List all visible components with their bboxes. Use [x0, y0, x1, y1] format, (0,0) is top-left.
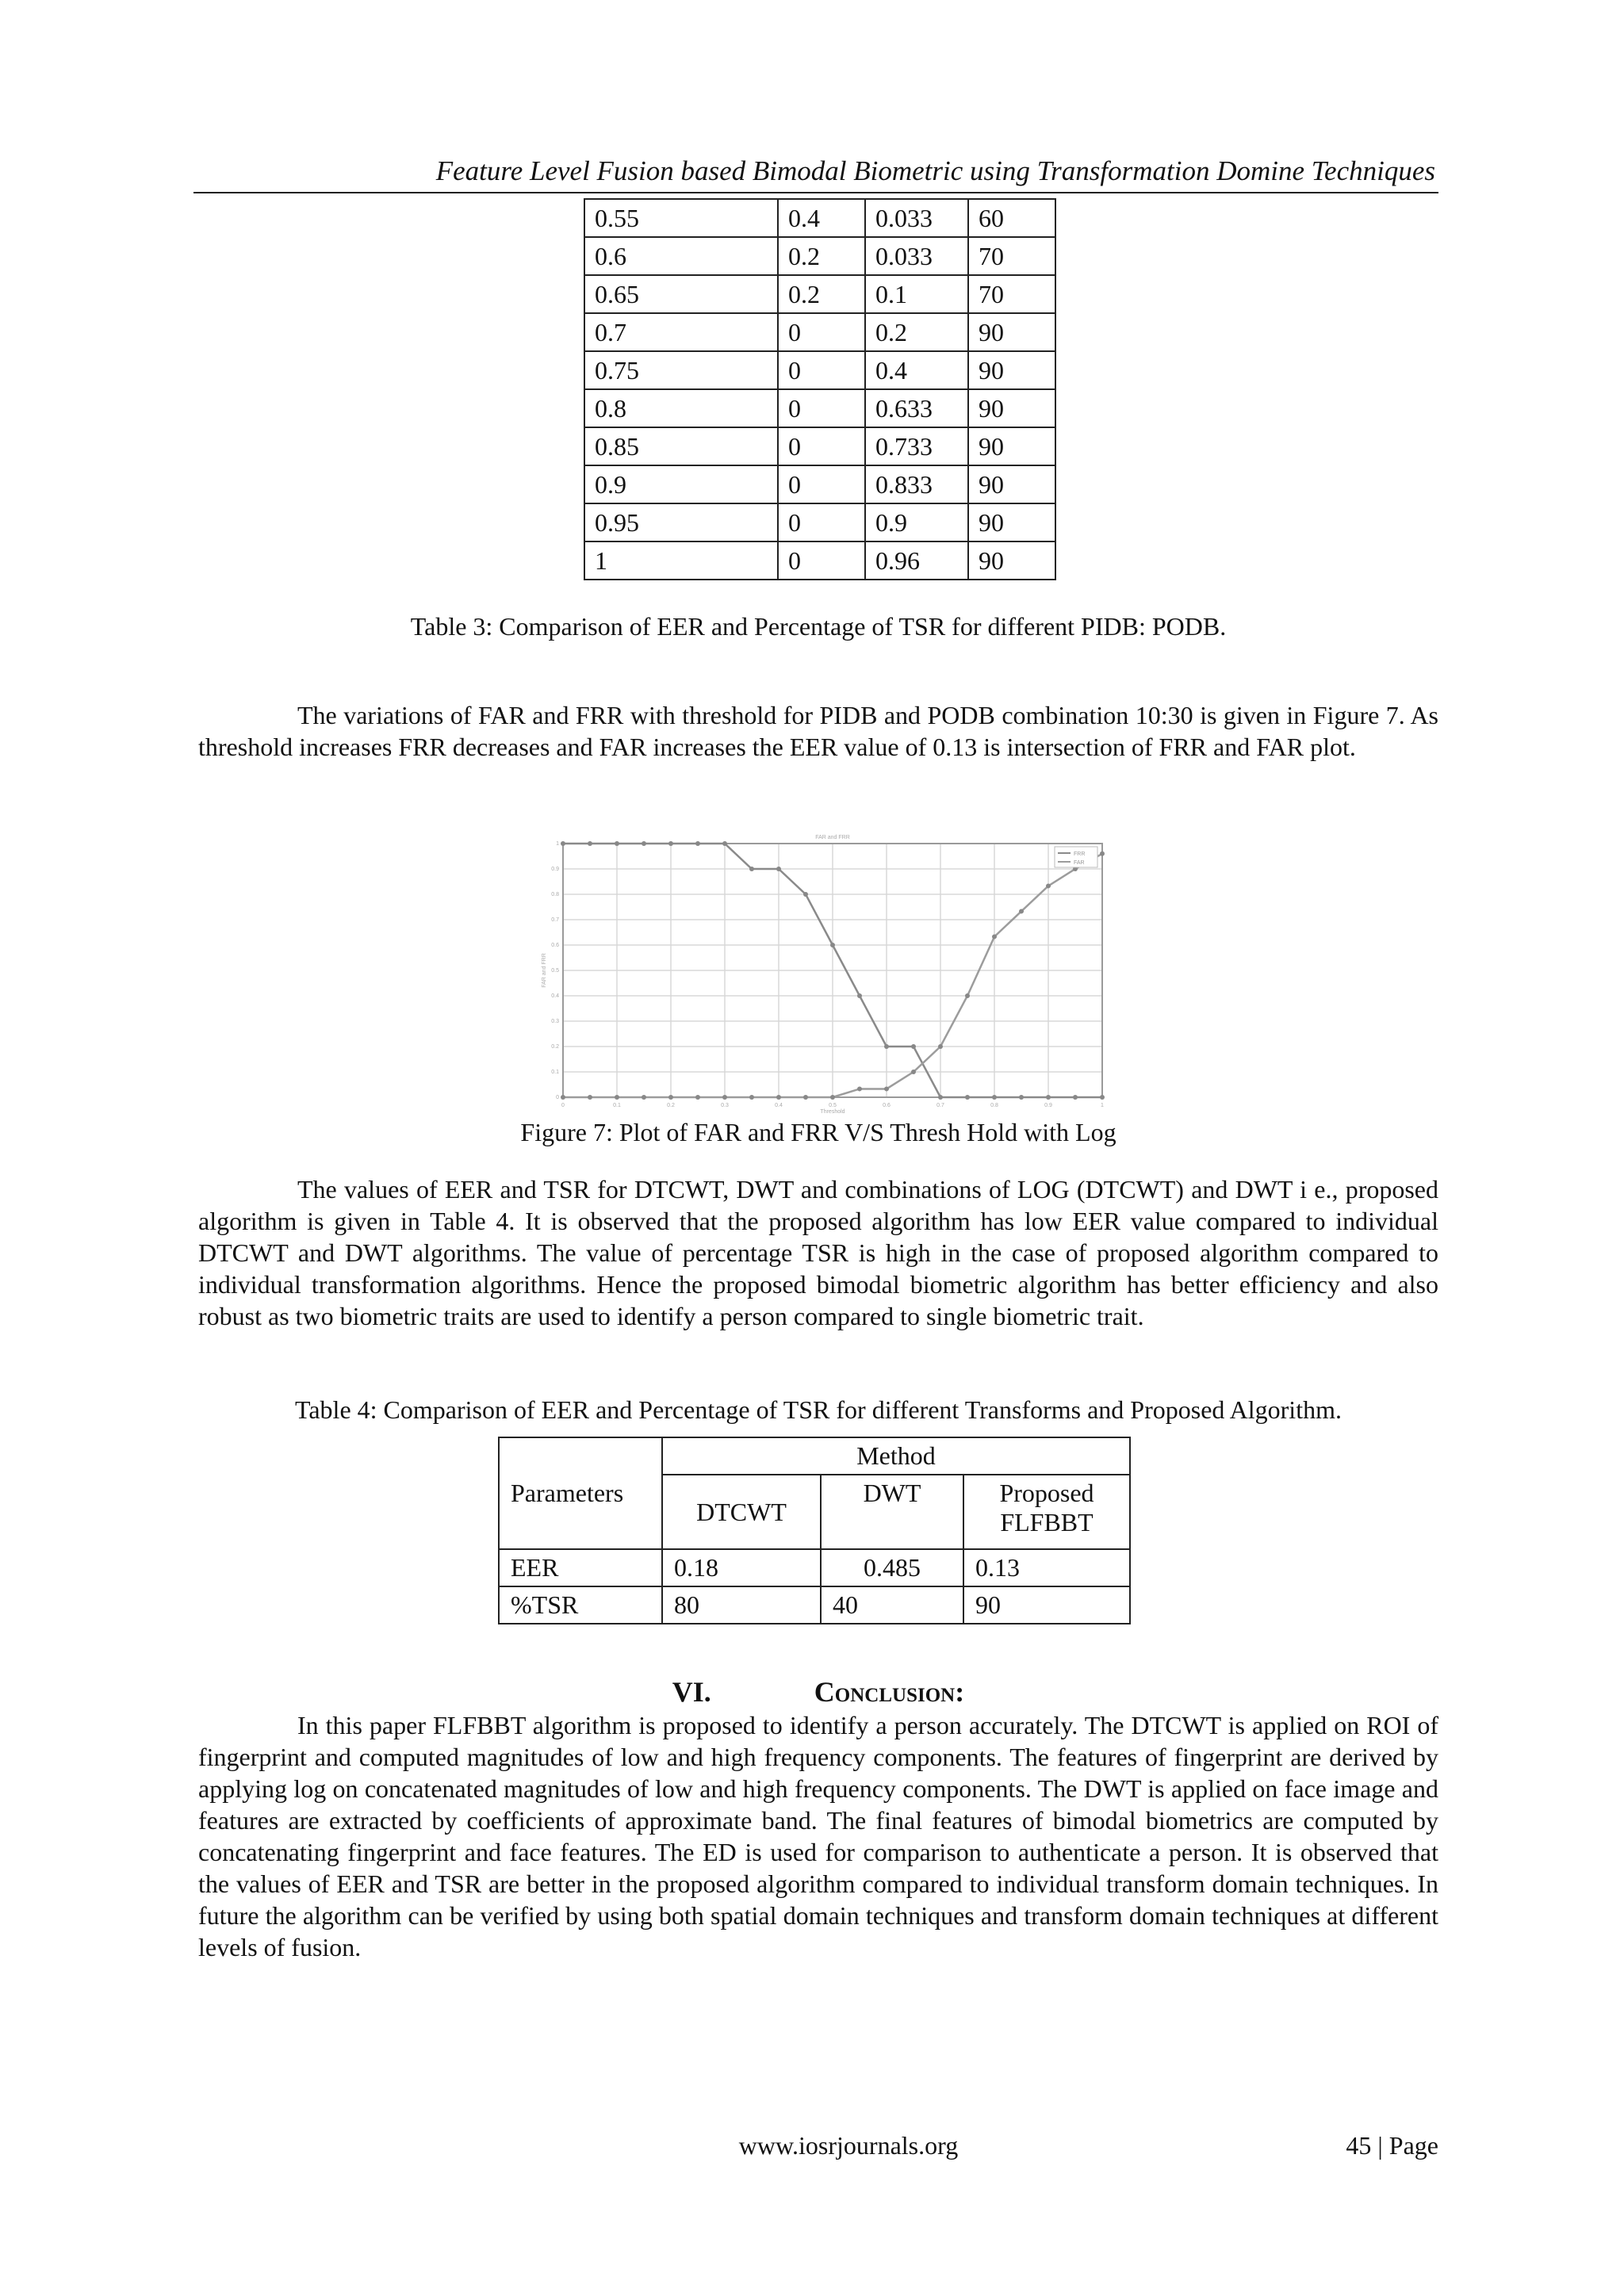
data-point-frr: [642, 841, 646, 846]
chart-title: FAR and FRR: [815, 835, 850, 840]
data-point-frr: [776, 867, 781, 871]
section-number: VI.: [672, 1676, 711, 1708]
data-point-far: [668, 1095, 673, 1100]
table-cell: 0.2: [778, 237, 865, 275]
table-3-caption: Table 3: Comparison of EER and Percentage of TSR for different PIDB: PODB.: [410, 612, 1227, 641]
table-cell: 0.8: [584, 389, 778, 427]
table-cell: 0.95: [584, 503, 778, 541]
data-point-far: [695, 1095, 700, 1100]
y-tick-label: 0.8: [551, 892, 559, 897]
table-cell: 90: [968, 541, 1055, 580]
data-point-frr: [695, 841, 700, 846]
x-tick-label: 0: [561, 1103, 565, 1108]
data-point-frr: [911, 1044, 916, 1049]
data-point-frr: [749, 867, 754, 871]
header-rule: [193, 192, 1438, 193]
table-cell: 90: [968, 351, 1055, 389]
data-point-frr: [938, 1095, 943, 1100]
cell-eer-dwt: 0.485: [821, 1549, 963, 1586]
col-dtcwt: DTCWT: [662, 1475, 821, 1549]
cell-eer-proposed: 0.13: [963, 1549, 1130, 1586]
table-cell: 0: [778, 465, 865, 503]
y-tick-label: 0.5: [551, 968, 559, 974]
y-tick-label: 0: [556, 1095, 559, 1100]
x-tick-label: 0.1: [613, 1103, 621, 1108]
table-row: [584, 237, 1055, 275]
table-cell: 60: [968, 199, 1055, 237]
data-point-far: [615, 1095, 619, 1100]
table-row: [584, 199, 1055, 237]
table-cell: 70: [968, 275, 1055, 313]
table-cell: 0.4: [778, 199, 865, 237]
table-cell: 0.4: [865, 351, 968, 389]
table-cell: 0.2: [778, 275, 865, 313]
table-cell: 0: [778, 313, 865, 351]
table-cell: 90: [968, 313, 1055, 351]
x-tick-label: 0.6: [883, 1103, 891, 1108]
data-point-far: [1046, 883, 1051, 888]
data-point-frr: [722, 841, 727, 846]
table-cell: 0.1: [865, 275, 968, 313]
table-cell: 1: [584, 541, 778, 580]
table-row: [584, 275, 1055, 313]
figure-7-chart: [539, 828, 1126, 1113]
data-point-frr: [561, 841, 565, 846]
table-cell: 0.75: [584, 351, 778, 389]
table-cell: 0.633: [865, 389, 968, 427]
data-point-far: [938, 1044, 943, 1049]
col-proposed: Proposed FLFBBT: [963, 1475, 1130, 1549]
table-cell: 0.7: [584, 313, 778, 351]
table-cell: 0.033: [865, 199, 968, 237]
table-cell: 0: [778, 541, 865, 580]
paragraph-figure7-intro: The variations of FAR and FRR with threshold for PIDB and PODB combination 10:30 is given in Figure 7. As threshold increases FRR decreases and FAR increases the EER value of 0.13 is intersection of FRR and FAR plot.: [198, 701, 1438, 761]
table-row: [584, 313, 1055, 351]
data-point-frr: [588, 841, 592, 846]
data-point-frr: [884, 1044, 889, 1049]
data-point-far: [722, 1095, 727, 1100]
data-point-frr: [615, 841, 619, 846]
y-axis-label: FAR and FRR: [542, 953, 547, 988]
table-row: [584, 389, 1055, 427]
data-point-frr: [1019, 1095, 1024, 1100]
y-tick-label: 0.6: [551, 943, 559, 948]
figure-7-caption: Figure 7: Plot of FAR and FRR V/S Thresh Hold with Log: [520, 1118, 1116, 1146]
data-point-far: [1100, 851, 1105, 856]
data-point-frr: [965, 1095, 970, 1100]
y-tick-label: 0.7: [551, 917, 559, 923]
data-point-frr: [668, 841, 673, 846]
row-label-eer: EER: [499, 1549, 662, 1586]
data-point-far: [992, 934, 997, 939]
table-cell: 0: [778, 427, 865, 465]
table-cell: 0.833: [865, 465, 968, 503]
table-cell: 0.85: [584, 427, 778, 465]
col-dwt: DWT: [821, 1475, 963, 1549]
y-tick-label: 0.9: [551, 867, 559, 872]
x-tick-label: 0.4: [775, 1103, 783, 1108]
data-point-frr: [803, 892, 808, 897]
table-cell: 0.6: [584, 237, 778, 275]
y-tick-label: 1: [556, 841, 559, 847]
table-row: [584, 541, 1055, 580]
footer-page-number: 45 | Page: [1346, 2131, 1438, 2160]
legend-label: FRR: [1074, 851, 1086, 857]
table-cell: 90: [968, 503, 1055, 541]
data-point-far: [561, 1095, 565, 1100]
data-point-far: [803, 1095, 808, 1100]
data-point-frr: [1046, 1095, 1051, 1100]
cell-eer-dtcwt: 0.18: [662, 1549, 821, 1586]
table-row: [584, 427, 1055, 465]
table-row: [584, 465, 1055, 503]
table-cell: 0: [778, 389, 865, 427]
data-point-far: [857, 1086, 862, 1091]
x-tick-label: 0.3: [721, 1103, 729, 1108]
table-cell: 0.9: [865, 503, 968, 541]
data-point-frr: [1100, 1095, 1105, 1100]
y-tick-label: 0.2: [551, 1044, 559, 1050]
table-cell: 0: [778, 351, 865, 389]
data-point-frr: [992, 1095, 997, 1100]
x-tick-label: 0.8: [990, 1103, 998, 1108]
running-header: Feature Level Fusion based Bimodal Biometric using Transformation Domine Techniques: [435, 155, 1435, 186]
data-point-frr: [830, 943, 835, 947]
table-cell: 90: [968, 465, 1055, 503]
data-point-far: [911, 1070, 916, 1074]
paragraph-conclusion: In this paper FLFBBT algorithm is proposed to identify a person accurately. The DTCWT is applied on ROI of fingerprint and computed magnitudes of low and high frequency components. The features of fingerprint are derived by applying log on concatenated magnitudes of low and high frequency components. The DWT is applied on face image and features are extracted by coefficients of approximate band. The final features of bimodal biometrics are computed by concatenating fingerprint and face features. The ED is used for comparison to authenticate a person. It is observed that the values of EER and TSR are better in the proposed algorithm compared to individual transform domain techniques. In future the algorithm can be verified by using both spatial domain techniques and transform domain techniques at different levels of fusion.: [198, 1711, 1438, 1961]
data-point-far: [588, 1095, 592, 1100]
data-point-far: [965, 993, 970, 998]
x-tick-label: 0.5: [829, 1103, 837, 1108]
table-row: [584, 503, 1055, 541]
cell-tsr-proposed: 90: [963, 1586, 1130, 1624]
table-cell: 90: [968, 389, 1055, 427]
table-cell: 70: [968, 237, 1055, 275]
table-4: [498, 1437, 1131, 1624]
data-point-far: [776, 1095, 781, 1100]
data-point-far: [1019, 909, 1024, 913]
table-cell: 0.96: [865, 541, 968, 580]
table-3: [584, 198, 1056, 580]
table-cell: 0.55: [584, 199, 778, 237]
table-cell: 0.9: [584, 465, 778, 503]
section-title: Conclusion:: [814, 1676, 965, 1708]
y-tick-label: 0.1: [551, 1070, 559, 1075]
table-cell: 90: [968, 427, 1055, 465]
data-point-frr: [857, 993, 862, 998]
data-point-far: [884, 1086, 889, 1091]
x-tick-label: 0.9: [1044, 1103, 1052, 1108]
y-tick-label: 0.4: [551, 993, 559, 999]
row-label-tsr: %TSR: [499, 1586, 662, 1624]
method-header: Method: [662, 1437, 1130, 1475]
x-tick-label: 0.7: [936, 1103, 944, 1108]
y-tick-label: 0.3: [551, 1019, 559, 1024]
table-cell: 0.033: [865, 237, 968, 275]
cell-tsr-dtcwt: 80: [662, 1586, 821, 1624]
table-row: [584, 351, 1055, 389]
data-point-frr: [1073, 1095, 1078, 1100]
section-heading: [198, 1674, 1438, 1709]
table-4-caption: Table 4: Comparison of EER and Percentage of TSR for different Transforms and Proposed Algorithm.: [295, 1395, 1342, 1424]
table-cell: 0.733: [865, 427, 968, 465]
data-point-far: [642, 1095, 646, 1100]
paragraph-table4-intro: The values of EER and TSR for DTCWT, DWT and combinations of LOG (DTCWT) and DWT i e., proposed algorithm is given in Table 4. It is observed that the proposed algorithm has low EER value compared to individual DTCWT and DWT algorithms. The value of percentage TSR is high in the case of proposed algorithm compared to individual transformation algorithms. Hence the proposed bimodal biometric algorithm has better efficiency and also robust as two biometric traits are used to identify a person compared to single biometric trait.: [198, 1175, 1438, 1330]
cell-tsr-dwt: 40: [821, 1586, 963, 1624]
legend-label: FAR: [1074, 860, 1085, 866]
table-cell: 0: [778, 503, 865, 541]
table-cell: 0.2: [865, 313, 968, 351]
x-axis-label: Threshold: [820, 1109, 845, 1113]
x-tick-label: 0.2: [667, 1103, 675, 1108]
table-cell: 0.65: [584, 275, 778, 313]
data-point-far: [749, 1095, 754, 1100]
data-point-far: [830, 1095, 835, 1100]
param-header: Parameters: [499, 1437, 662, 1549]
footer-site: www.iosrjournals.org: [738, 2131, 959, 2160]
x-tick-label: 1: [1101, 1103, 1104, 1108]
